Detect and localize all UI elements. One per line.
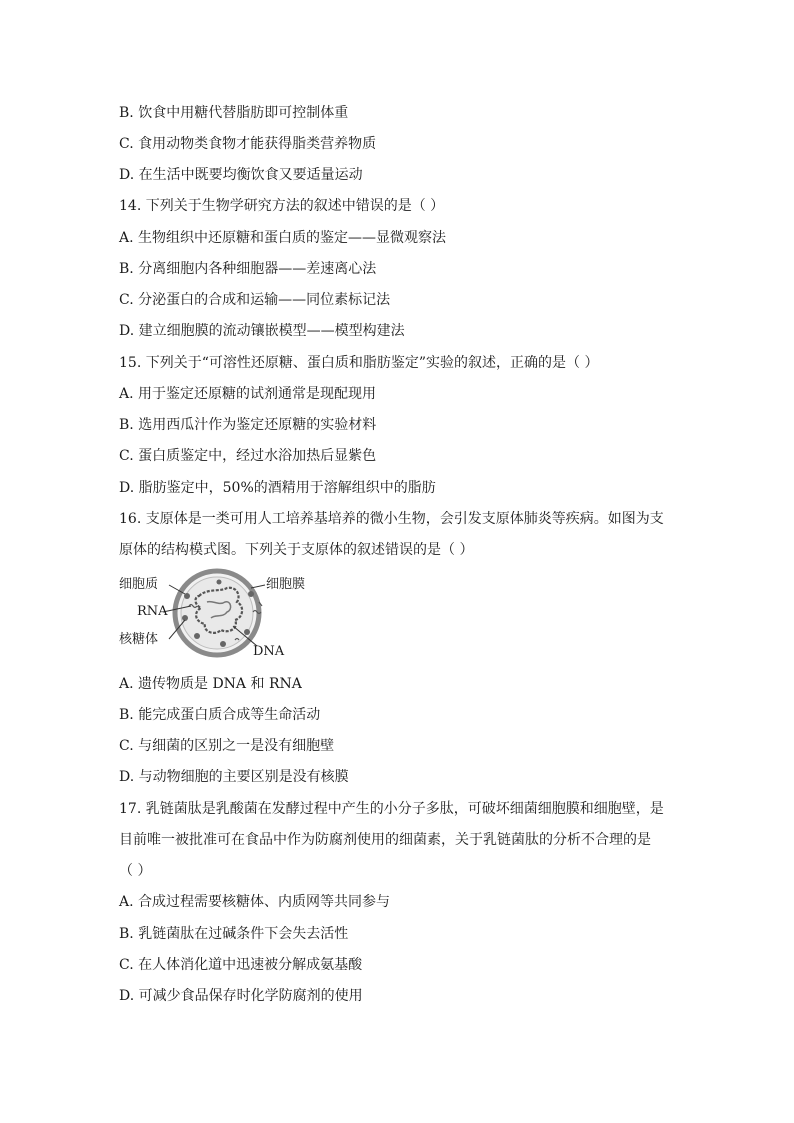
q14-option-b: B. 分离细胞内各种细胞器——差速离心法 [119, 261, 377, 277]
q14-stem: 14. 下列关于生物学研究方法的叙述中错误的是（ ） [119, 198, 445, 214]
q16-stem-line1: 16. 支原体是一类可用人工培养基培养的微小生物，会引发支原体肺炎等疾病。如图为支 [119, 511, 664, 527]
q13-option-d: D. 在生活中既要均衡饮食又要适量运动 [119, 167, 363, 183]
label-dna: DNA [253, 644, 285, 659]
q15-option-b: B. 选用西瓜汁作为鉴定还原糖的实验材料 [119, 417, 377, 433]
label-rna: RNA [137, 604, 168, 619]
q15-option-c: C. 蛋白质鉴定中，经过水浴加热后显紫色 [119, 448, 377, 464]
ribosome-dot [248, 591, 254, 597]
q16-option-c: C. 与细菌的区别之一是没有细胞壁 [119, 738, 335, 754]
q14-option-a: A. 生物组织中还原糖和蛋白质的鉴定——显微观察法 [119, 230, 447, 246]
q16-option-d: D. 与动物细胞的主要区别是没有核膜 [119, 769, 349, 785]
q17-option-d: D. 可减少食品保存时化学防腐剂的使用 [119, 988, 363, 1004]
q16-option-a: A. 遗传物质是 DNA 和 RNA [119, 676, 302, 692]
q17-option-c: C. 在人体消化道中迅速被分解成氨基酸 [119, 957, 363, 973]
q17-stem-line1: 17. 乳链菌肽是乳酸菌在发酵过程中产生的小分子多肽，可破坏细菌细胞膜和细胞壁，是 [119, 801, 664, 817]
ribosome-dot [244, 629, 250, 635]
ribosome-dot [194, 633, 200, 639]
q15-option-d: D. 脂肪鉴定中，50%的酒精用于溶解组织中的脂肪 [119, 480, 436, 496]
q13-option-c: C. 食用动物类食物才能获得脂类营养物质 [119, 136, 377, 152]
label-cell-membrane: 细胞膜 [266, 577, 306, 592]
q14-option-d: D. 建立细胞膜的流动镶嵌模型——模型构建法 [119, 323, 405, 339]
mycoplasma-structure-diagram [119, 566, 319, 666]
q17-option-a: A. 合成过程需要核糖体、内质网等共同参与 [119, 894, 391, 910]
q16-option-b: B. 能完成蛋白质合成等生命活动 [119, 707, 321, 723]
label-cytoplasm: 细胞质 [119, 577, 159, 592]
q13-option-b: B. 饮食中用糖代替脂肪即可控制体重 [119, 105, 349, 121]
q17-stem-line2: 目前唯一被批准可在食品中作为防腐剂使用的细菌素，关于乳链菌肽的分析不合理的是 [119, 832, 651, 848]
q15-option-a: A. 用于鉴定还原糖的试剂通常是现配现用 [119, 386, 377, 402]
label-ribosome: 核糖体 [119, 632, 159, 647]
leader-membrane [251, 585, 265, 588]
q15-stem: 15. 下列关于“可溶性还原糖、蛋白质和脂肪鉴定”实验的叙述，正确的是（ ） [119, 355, 599, 371]
ribosome-dot [217, 580, 222, 585]
q17-stem-line3: （ ） [119, 863, 152, 879]
q17-option-b: B. 乳链菌肽在过碱条件下会失去活性 [119, 926, 349, 942]
ribosome-dot [220, 641, 226, 647]
q16-stem-line2: 原体的结构模式图。下列关于支原体的叙述错误的是（ ） [119, 542, 474, 558]
q14-option-c: C. 分泌蛋白的合成和运输——同位素标记法 [119, 292, 391, 308]
